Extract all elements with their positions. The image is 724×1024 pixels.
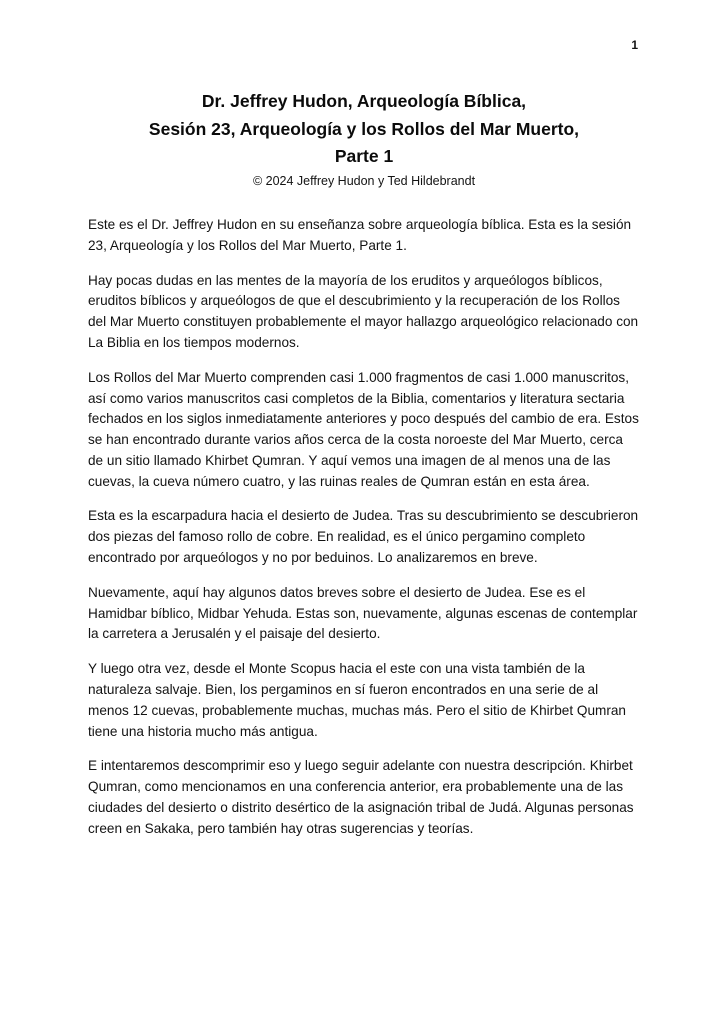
title-line-3: Parte 1 <box>334 146 394 167</box>
title-line-2: Sesión 23, Arqueología y los Rollos del Mar Muerto, <box>148 118 580 139</box>
paragraph-copper-scroll: Esta es la escarpadura hacia el desierto de Judea. Tras su descubrimiento se descubrieron dos piezas del famoso rollo de cobre. En realidad, es el único pergamino completo encontrado por arqueólogos y no por beduinos. Lo analizaremos en breve. <box>88 508 639 566</box>
paragraph-qumran-history: E intentaremos descomprimir eso y luego seguir adelante con nuestra descripción. Khirbet Qumran, como mencionamos en una conferencia anterior, era probablemente una de las ciudades del desierto o distrito desértico de la asignación tribal de Judá. Algunas personas creen en Sakaka, pero también hay otras sugerencias y teorías. <box>88 758 634 836</box>
paragraph-judean-desert: Nuevamente, aquí hay algunos datos breves sobre el desierto de Judea. Ese es el Hamidbar bíblico, Midbar Yehuda. Estas son, nuevamente, algunas escenas de contemplar la carretera a Jerusalén y el paisaje del desierto. <box>88 584 638 642</box>
document-body <box>88 215 640 840</box>
document-title <box>88 88 640 188</box>
paragraph-intro: Este es el Dr. Jeffrey Hudon en su enseñanza sobre arqueología bíblica. Esta es la sesión 23, Arqueología y los Rollos del Mar Muerto, Parte 1. <box>88 216 632 253</box>
title-line-1: Dr. Jeffrey Hudon, Arqueología Bíblica, <box>201 91 527 111</box>
paragraph-mount-scopus-caves: Y luego otra vez, desde el Monte Scopus hacia el este con una vista también de la naturaleza salvaje. Bien, los pergaminos en sí fueron encontrados en una serie de al menos 12 cuevas, probablemente muchas, muchas más. Pero el sitio de Khirbet Qumran tiene una historia mucho más antigua. <box>88 661 626 739</box>
paragraph-discovery-significance: Hay pocas dudas en las mentes de la mayoría de los eruditos y arqueólogos bíblicos, eruditos bíblicos y arqueólogos de que el descubrimiento y la recuperación de los Rollos del Mar Muerto constituyen probablemente el mayor hallazgo arqueológico relacionado con La Biblia en los tiempos modernos. <box>88 272 639 350</box>
copyright-line: © 2024 Jeffrey Hudon y Ted Hildebrandt <box>252 173 476 188</box>
paragraph-scrolls-description: Los Rollos del Mar Muerto comprenden casi 1.000 fragmentos de casi 1.000 manuscritos, así como varios manuscritos casi completos de la Biblia, comentarios y literatura sectaria fechados en los siglos inmediatamente anteriores y poco después del cambio de era. Estos se han encontrado durante varios años cerca de la costa noroeste del Mar Muerto, cerca de un sitio llamado Khirbet Qumran. Y aquí vemos una imagen de al menos una de las cuevas, la cueva número cuatro, y las ruinas reales de Qumran están en esta área. <box>88 369 639 489</box>
page-number: 1 <box>631 38 638 52</box>
